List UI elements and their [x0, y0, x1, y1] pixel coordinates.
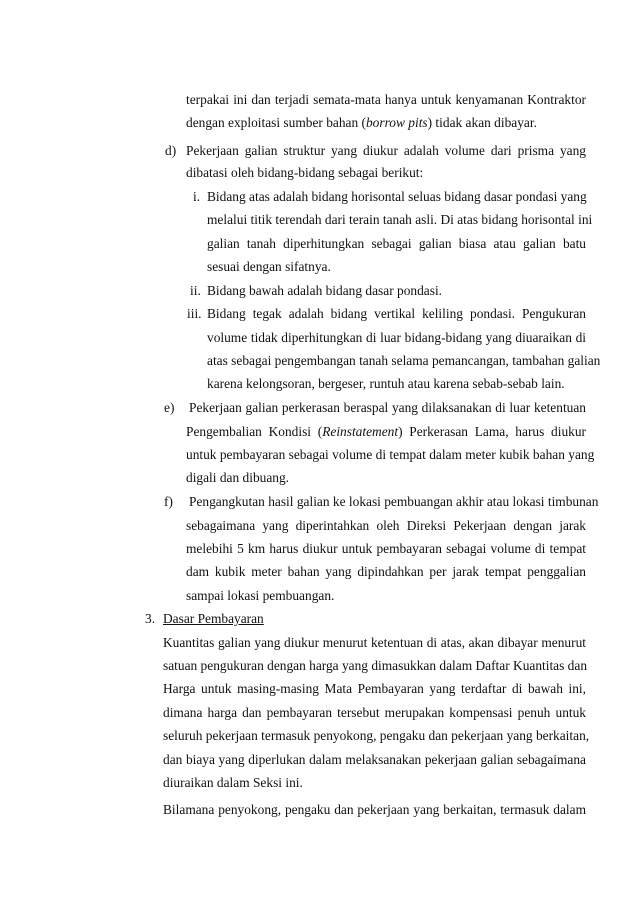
text-line: diuraikan dalam Seksi ini.: [163, 775, 303, 790]
text-line: Bidang bawah adalah bidang dasar pondasi.: [207, 283, 443, 298]
text-line: sampai lokasi pembuangan.: [186, 588, 335, 603]
text-line: Harga untuk masing-masing Mata Pembayaran yang terdaftar di bawah ini,: [163, 681, 586, 696]
text-line: dibatasi oleh bidang-bidang sebagai berikut:: [186, 165, 424, 180]
text-line: Bidang tegak adalah bidang vertikal keliling pondasi. Pengukuran: [207, 306, 586, 321]
text-line: dimana harga dan pembayaran tersebut merupakan kompensasi penuh untuk: [163, 705, 586, 720]
section-number: 3.: [145, 611, 156, 626]
list-label-ii: ii.: [190, 283, 201, 298]
text-line: Bidang atas adalah bidang horisontal seluas bidang dasar pondasi yang: [207, 189, 587, 204]
italic-term: Reinstatement: [322, 424, 399, 439]
italic-term: borrow pits: [365, 115, 428, 130]
text-line: sesuai dengan sifatnya.: [207, 259, 331, 274]
text-line: Kuantitas galian yang diukur menurut ketentuan di atas, akan dibayar menurut: [163, 635, 586, 650]
text-line: atas sebagai pengembangan tanah selama pemancangan, tambahan galian: [207, 353, 601, 368]
text-line: dengan exploitasi sumber bahan (borrow pits) tidak akan dibayar.: [186, 115, 537, 130]
list-label-i: i.: [193, 189, 201, 204]
list-label-d: d): [165, 143, 177, 158]
text-line: Bilamana penyokong, pengaku dan pekerjaan yang berkaitan, termasuk dalam: [163, 802, 586, 817]
text-line: digali dan dibuang.: [186, 470, 290, 485]
text-line: melalui titik terendah dari terain tanah asli. Di atas bidang horisontal ini: [207, 212, 593, 227]
text-line: volume tidak diperhitungkan di luar bidang-bidang yang diuaraikan di: [207, 330, 586, 345]
text-line: Pengembalian Kondisi (Reinstatement) Perkerasan Lama, harus diukur: [186, 424, 587, 439]
text-line: Pekerjaan galian struktur yang diukur adalah volume dari prisma yang: [186, 143, 586, 158]
text-line: seluruh pekerjaan termasuk penyokong, pengaku dan pekerjaan yang berkaitan,: [163, 728, 590, 743]
text-line: Pekerjaan galian perkerasan beraspal yang dilaksanakan di luar ketentuan: [189, 400, 586, 415]
text-line: melebihi 5 km harus diukur untuk pembayaran sebagai volume di tempat: [186, 541, 586, 556]
list-label-e: e): [164, 400, 175, 415]
list-label-iii: iii.: [187, 306, 202, 321]
text-line: untuk pembayaran sebagai volume di tempat dalam meter kubik bahan yang: [186, 447, 595, 462]
text-line: Pengangkutan hasil galian ke lokasi pembuangan akhir atau lokasi timbunan: [189, 494, 599, 509]
text-line: sebagaimana yang diperintahkan oleh Direksi Pekerjaan dengan jarak: [186, 518, 586, 533]
text-line: dan biaya yang diperlukan dalam melaksanakan pekerjaan galian sebagaimana: [163, 752, 586, 767]
text-line: karena kelongsoran, bergeser, runtuh atau karena sebab-sebab lain.: [207, 376, 565, 391]
text-line: galian tanah diperhitungkan sebagai galian biasa atau galian batu: [207, 236, 586, 251]
text-line: dam kubik meter bahan yang dipindahkan per jarak tempat penggalian: [186, 564, 586, 579]
text-line: terpakai ini dan terjadi semata-mata hanya untuk kenyamanan Kontraktor: [186, 92, 586, 107]
text-line: satuan pengukuran dengan harga yang dimasukkan dalam Daftar Kuantitas dan: [163, 658, 588, 673]
list-label-f: f): [164, 494, 173, 509]
section-heading: Dasar Pembayaran: [163, 611, 264, 626]
